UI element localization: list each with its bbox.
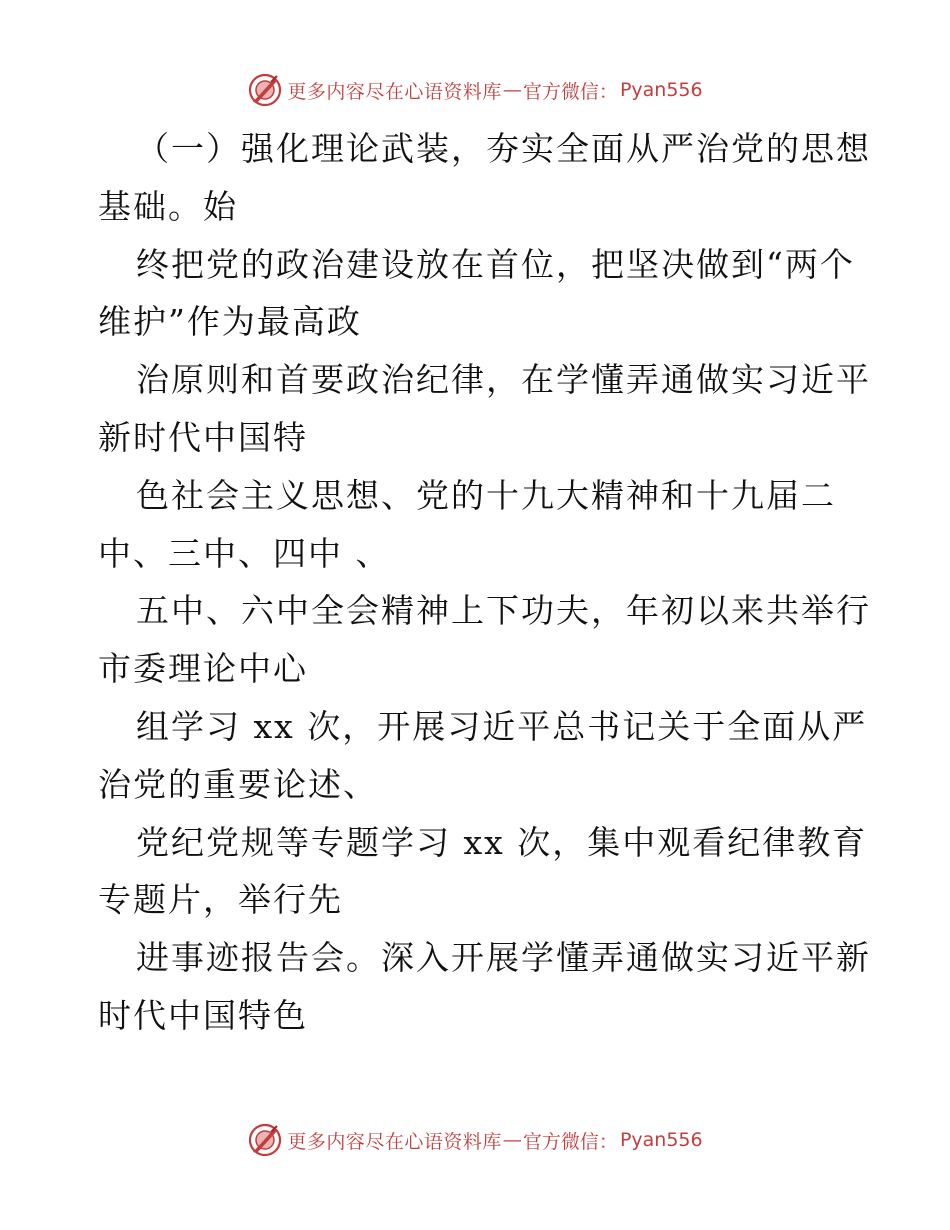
text-line: 市委理论中心: [98, 649, 308, 689]
text-line: 治党的重要论述、: [98, 764, 378, 804]
banner-wechat-label: 官方微信：: [522, 1130, 618, 1153]
text-line: 治原则和首要政治纪律，在学懂弄通做实习近平: [136, 360, 871, 400]
banner-wechat-label: 官方微信：: [522, 80, 618, 103]
text-line: （一）强化理论武装，夯实全面从严治党的思想: [136, 129, 871, 168]
text-line: 组学习 xx 次，开展习近平总书记关于全面从严: [136, 706, 868, 746]
banner-site-text: 更多内容尽在心语资料库: [287, 80, 502, 103]
quill-logo-icon: [247, 1122, 283, 1158]
text-line: 进事迹报告会。深入开展学懂弄通做实习近平新: [136, 938, 871, 978]
text-line: 维护”作为最高政: [98, 302, 362, 342]
text-line: 基础。始: [98, 186, 238, 226]
banner-account: Pyan556: [619, 79, 703, 101]
banner-site-text: 更多内容尽在心语资料库: [287, 1130, 502, 1153]
text-line: 色社会主义思想、党的十九大精神和十九届二: [136, 475, 836, 515]
banner-dash: —: [502, 1129, 522, 1151]
footer-banner: [0, 1120, 950, 1160]
quill-logo-icon: [247, 72, 283, 108]
text-line: 五中、六中全会精神上下功夫，年初以来共举行: [136, 591, 871, 631]
text-line: 时代中国特色: [98, 995, 308, 1035]
header-banner: [0, 70, 950, 110]
text-line: 中、三中、四中 、: [98, 533, 391, 573]
text-line: 终把党的政治建设放在首位，把坚决做到“两个: [136, 244, 855, 284]
text-line: 新时代中国特: [98, 417, 308, 457]
text-line: 专题片，举行先: [98, 880, 343, 920]
banner-dash: —: [502, 79, 522, 101]
text-line: 党纪党规等专题学习 xx 次，集中观看纪律教育: [136, 822, 868, 862]
body-text: [98, 120, 871, 1045]
banner-account: Pyan556: [619, 1129, 703, 1151]
